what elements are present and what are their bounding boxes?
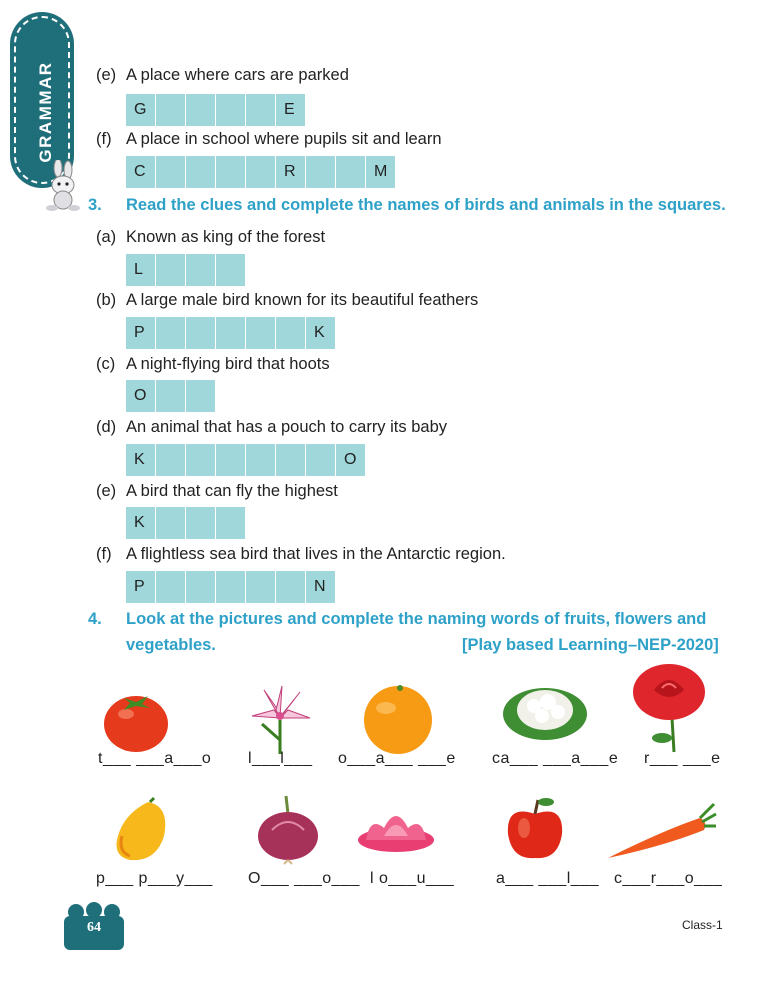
letter-box[interactable]: P [126,571,156,603]
prev-item-f [96,130,442,149]
letter-box[interactable] [156,571,186,603]
letter-box[interactable]: G [126,94,156,126]
letter-row-e [126,507,246,539]
letter-row-a [126,254,246,286]
question-3-number: 3. [88,196,102,214]
letter-row-f [126,571,336,603]
item-label: (e) [96,66,117,84]
letter-box[interactable]: P [126,317,156,349]
question-4-title-line1: Look at the pictures and complete the naming words of fruits, flowers and [126,610,707,628]
letter-box[interactable] [186,380,216,412]
item-clue: A flightless sea bird that lives in the Antarctic region. [126,545,506,563]
letter-row-b [126,317,336,349]
q3-item-d [96,418,447,437]
letter-box[interactable] [186,444,216,476]
letter-box[interactable]: M [366,156,396,188]
item-clue: A place where cars are parked [126,66,349,84]
bunny-icon [36,160,86,212]
letter-box[interactable] [216,94,246,126]
rose-image [624,660,714,754]
letter-box[interactable] [216,507,246,539]
item-clue: A bird that can fly the highest [126,482,338,500]
q3-item-c [96,355,330,374]
page-number: 64 [87,920,101,935]
letter-box[interactable] [336,156,366,188]
lotus-image [356,800,436,858]
apple-image [504,794,566,862]
letter-box[interactable] [306,444,336,476]
letter-box[interactable]: K [126,507,156,539]
question-3-title: Read the clues and complete the names of birds and animals in the squares. [126,196,726,214]
question-4-tag: [Play based Learning–NEP-2020] [462,636,719,654]
letter-box[interactable] [216,156,246,188]
letter-row-c [126,380,216,412]
word-onion: O___ ___o___ [248,870,360,887]
item-label: (c) [96,355,116,373]
letter-box[interactable] [246,444,276,476]
letter-box[interactable] [216,444,246,476]
letter-box[interactable] [186,254,216,286]
item-label: (e) [96,482,117,500]
onion-image [252,794,324,866]
item-label: (a) [96,228,117,246]
letter-box[interactable] [156,507,186,539]
word-cabbage: ca___ ___a___e [492,750,619,767]
tomato-image [98,684,174,754]
item-label: (f) [96,130,112,148]
letter-box[interactable]: R [276,156,306,188]
word-apple: a___ ___l___ [496,870,599,887]
letter-box[interactable] [216,317,246,349]
lily-image [244,680,316,756]
item-clue: An animal that has a pouch to carry its baby [126,418,448,436]
item-label: (f) [96,545,112,563]
question-4-title-line2: vegetables. [126,636,216,654]
carrot-image [604,800,718,862]
letter-box[interactable] [246,156,276,188]
letter-box[interactable] [276,317,306,349]
letter-row-parking [126,94,306,126]
letter-box[interactable] [186,507,216,539]
item-clue: Known as king of the forest [126,228,326,246]
letter-box[interactable]: K [126,444,156,476]
word-carrot: c___r___o___ [614,870,723,887]
letter-box[interactable] [186,94,216,126]
word-lily: l___l___ [248,750,313,767]
item-clue: A large male bird known for its beautiful feathers [126,291,479,309]
word-tomato: t___ ___a___o [98,750,212,767]
class-label: Class-1 [682,918,723,932]
letter-box[interactable]: L [126,254,156,286]
orange-image [358,680,438,756]
cauliflower-image [500,674,590,742]
letter-box[interactable] [156,156,186,188]
letter-row-classroom [126,156,396,188]
letter-box[interactable]: N [306,571,336,603]
q3-item-e [96,482,338,501]
letter-box[interactable] [156,254,186,286]
letter-box[interactable]: O [336,444,366,476]
item-clue: A place in school where pupils sit and learn [126,130,442,148]
word-orange: o___a___ ___e [338,750,456,767]
letter-box[interactable] [156,94,186,126]
letter-box[interactable] [156,317,186,349]
word-lotus: l o___u___ [370,870,455,887]
letter-box[interactable] [156,380,186,412]
item-clue: A night-flying bird that hoots [126,355,330,373]
item-label: (b) [96,291,117,309]
letter-box[interactable] [186,156,216,188]
letter-box[interactable] [246,571,276,603]
letter-box[interactable]: E [276,94,306,126]
papaya-image [108,796,174,864]
q3-item-a [96,228,325,247]
letter-box[interactable] [216,571,246,603]
q3-item-f [96,545,506,564]
letter-box[interactable] [216,254,246,286]
item-label: (d) [96,418,117,436]
side-tab-label: GRAMMAR [36,61,55,163]
q3-item-b [96,291,478,310]
word-papaya: p___ p___y___ [96,870,213,887]
letter-box[interactable] [276,571,306,603]
letter-box[interactable] [276,444,306,476]
letter-box[interactable] [186,571,216,603]
letter-box[interactable] [246,317,276,349]
letter-box[interactable]: O [126,380,156,412]
letter-box[interactable] [246,94,276,126]
letter-box[interactable] [306,156,336,188]
letter-row-d [126,444,366,476]
letter-box[interactable]: K [306,317,336,349]
word-rose: r___ ___e [644,750,721,767]
letter-box[interactable] [156,444,186,476]
prev-item-e [96,66,349,85]
question-4-number: 4. [88,610,102,628]
letter-box[interactable]: C [126,156,156,188]
letter-box[interactable] [186,317,216,349]
